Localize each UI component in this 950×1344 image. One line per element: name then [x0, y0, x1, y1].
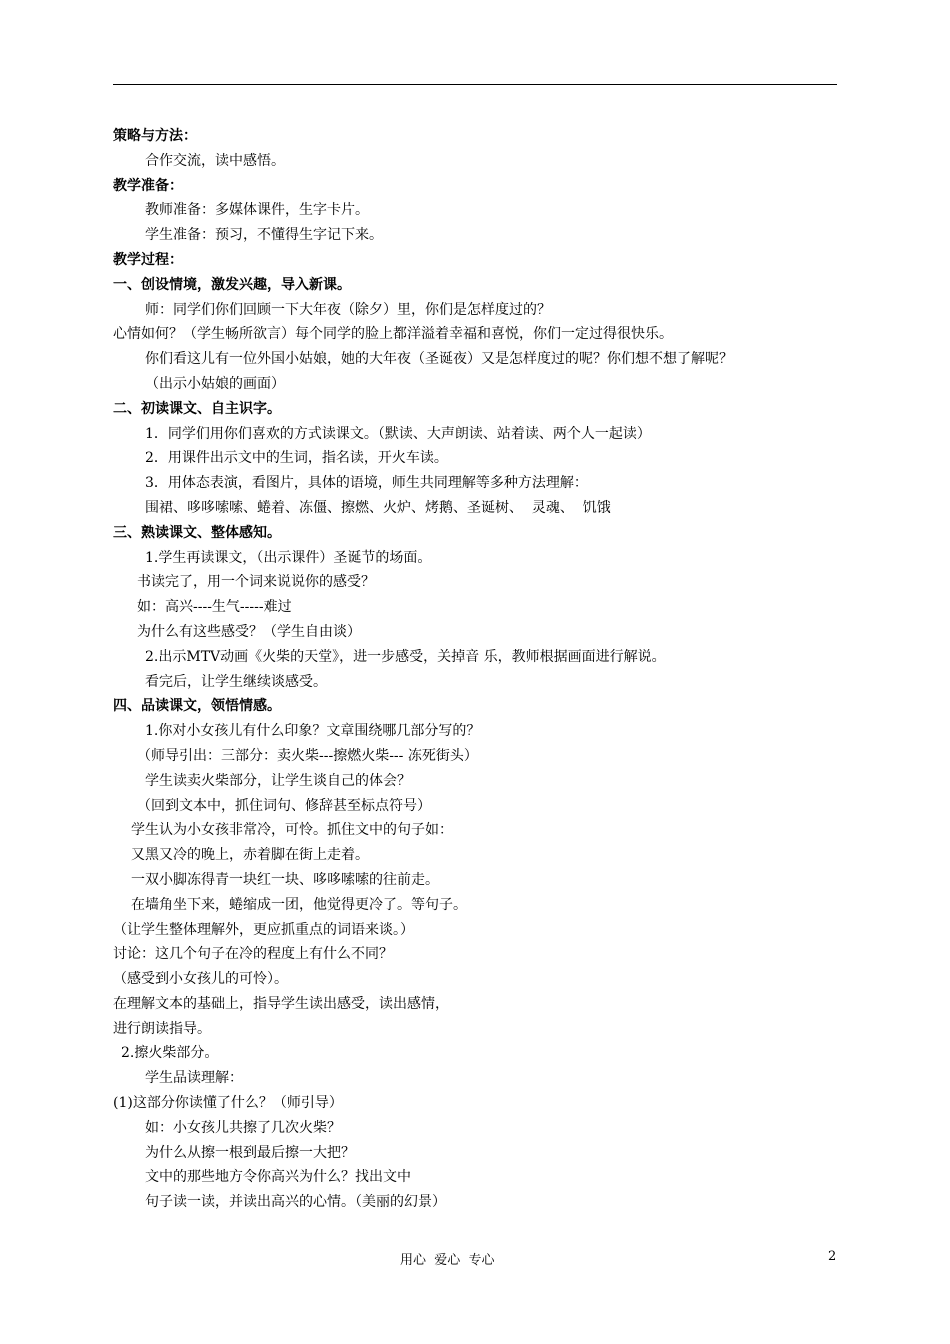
paragraph-line: 1.学生再读课文，（出示课件）圣诞节的场面。: [145, 549, 432, 566]
paragraph-line: （感受到小女孩儿的可怜）。: [113, 971, 288, 988]
paragraph-line: 为什么有这些感受？（学生自由谈）: [137, 623, 361, 640]
section-heading: 一、创设情境，激发兴趣，导入新课。: [113, 276, 351, 293]
paragraph-line: 2.出示MTV动画《火柴的天堂》，进一步感受，关掉音 乐，教师根据画面进行解说。: [145, 648, 666, 665]
paragraph-line: （回到文本中，抓住词句、修辞甚至标点符号）: [137, 797, 431, 814]
paragraph-line: 合作交流，读中感悟。: [145, 152, 285, 169]
paragraph-line: 你们看这儿有一位外国小姑娘，她的大年夜（圣诞夜）又是怎样度过的呢？你们想不想了解呢？: [145, 351, 733, 368]
section-heading: 教学准备：: [113, 177, 183, 194]
page-number: 2: [828, 1249, 837, 1264]
paragraph-line: (1)这部分你读懂了什么？（师引导）: [113, 1095, 343, 1112]
paragraph-line: 看完后，让学生继续谈感受。: [145, 673, 327, 690]
header-rule: [113, 84, 837, 85]
paragraph-line: （师导引出：三部分：卖火柴---擦燃火柴--- 冻死街头）: [137, 747, 478, 764]
section-heading: 四、品读课文，领悟情感。: [113, 698, 281, 715]
paragraph-line: 围裙、哆哆嗦嗦、蜷着、冻僵、擦燃、火炉、烤鹅、圣诞树、 灵魂、 饥饿: [145, 499, 611, 516]
paragraph-line: 一双小脚冻得青一块红一块、哆哆嗦嗦的往前走。: [131, 871, 439, 888]
paragraph-line: 1.你对小女孩儿有什么印象？文章围绕哪几部分写的？: [145, 723, 481, 740]
paragraph-line: （让学生整体理解外，更应抓重点的词语来谈。）: [113, 921, 414, 938]
paragraph-line: 心情如何？（学生畅所欲言）每个同学的脸上都洋溢着幸福和喜悦，你们一定过得很快乐。: [113, 326, 673, 343]
page-footer: [0, 1249, 950, 1269]
paragraph-line: 学生读卖火柴部分，让学生谈自己的体会？: [145, 772, 411, 789]
paragraph-line: 学生准备：预习，不懂得生字记下来。: [145, 227, 383, 244]
paragraph-line: 在墙角坐下来，蜷缩成一团，他觉得更冷了。等句子。: [131, 896, 467, 913]
paragraph-line: 3．用体态表演，看图片，具体的语境，师生共同理解等多种方法理解：: [145, 475, 588, 492]
paragraph-line: 讨论：这几个句子在冷的程度上有什么不同？: [113, 946, 393, 963]
document-body: [113, 124, 837, 1215]
paragraph-line: 师：同学们你们回顾一下大年夜（除夕）里，你们是怎样度过的？: [145, 301, 551, 318]
paragraph-line: 在理解文本的基础上，指导学生读出感受，读出感情，: [113, 995, 449, 1012]
paragraph-line: 2.擦火柴部分。: [121, 1045, 219, 1062]
paragraph-line: 文中的那些地方令你高兴为什么？找出文中: [145, 1169, 411, 1186]
paragraph-line: 如：小女孩儿共擦了几次火柴？: [145, 1119, 341, 1136]
section-heading: 策略与方法：: [113, 128, 197, 144]
footer-motto: 用心 爱心 专心: [400, 1253, 495, 1268]
paragraph-line: 句子读一读，并读出高兴的心情。（美丽的幻景）: [145, 1194, 446, 1211]
paragraph-line: 学生认为小女孩非常冷，可怜。抓住文中的句子如：: [131, 822, 453, 839]
paragraph-line: 如：高兴----生气-----难过: [137, 599, 292, 616]
paragraph-line: 教师准备：多媒体课件，生字卡片。: [145, 202, 369, 219]
section-heading: 三、熟读课文、整体感知。: [113, 524, 281, 541]
section-heading: 二、初读课文、自主识字。: [113, 400, 281, 417]
paragraph-line: 2．用课件出示文中的生词，指名读，开火车读。: [145, 450, 448, 467]
paragraph-line: 学生品读理解：: [145, 1070, 243, 1087]
paragraph-line: 1．同学们用你们喜欢的方式读课文。（默读、大声朗读、站着读、两个人一起读）: [145, 425, 651, 442]
section-heading: 教学过程：: [113, 251, 183, 268]
paragraph-line: 又黑又冷的晚上，赤着脚在街上走着。: [131, 847, 369, 864]
paragraph-line: 为什么从擦一根到最后擦一大把？: [145, 1144, 355, 1161]
paragraph-line: 进行朗读指导。: [113, 1020, 211, 1037]
paragraph-line: （出示小姑娘的画面）: [145, 375, 285, 392]
paragraph-line: 书读完了，用一个词来说说你的感受？: [137, 574, 375, 591]
